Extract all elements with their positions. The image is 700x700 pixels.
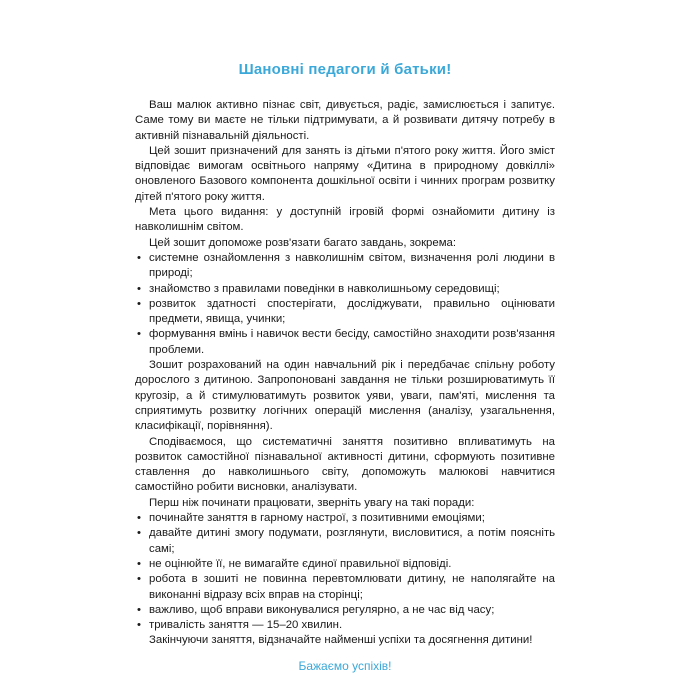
list-item: • робота в зошиті не повинна перевтомлювати дитину, не наполягайте на виконанні відразу всіх вправ на сторінці; — [135, 572, 555, 603]
tasks-list — [135, 251, 555, 358]
paragraph: Зошит розрахований на один навчальний рік і передбачає спільну роботу дорослого з дитиною. Запропоновані завдання не тільки розширюватимуть її кругозір, а й стимулюватимуть розвиток уяви, уваги, пам'яті, мислення та сприятимуть розвитку логічних операцій мислення (аналізу, узагальнення, класифікації, порівняння). — [135, 359, 555, 433]
list-item: • важливо, щоб вправи виконувалися регулярно, а не час від часу; — [135, 603, 555, 618]
paragraph: Перш ніж починати працювати, зверніть увагу на такі поради: — [149, 496, 475, 509]
list-item: • розвиток здатності спостерігати, досліджувати, правильно оцінювати предмети, явища, учинки; — [135, 297, 555, 328]
paragraph: Закінчуючи заняття, відзначайте найменші успіхи та досягнення дитини! — [149, 634, 533, 647]
advice-list — [135, 511, 555, 633]
paragraph: Сподіваємося, що систематичні заняття позитивно впливатимуть на розвиток самостійної пізнавальної активності дитини, сформують позитивне ставлення до навколишнього світу, допоможуть малюкові навчитися самостійно робити висновки, аналізувати. — [135, 435, 555, 494]
paragraph: Цей зошит допоможе розв'язати багато завдань, зокрема: — [149, 236, 457, 249]
document-page — [135, 60, 555, 673]
list-item: • знайомство з правилами поведінки в навколишньому середовищі; — [135, 282, 555, 297]
paragraph: Цей зошит призначений для занять із дітьми п'ятого року життя. Його зміст відповідає вимогам освітнього напряму «Дитина в природному довкіллі» оновленого Базового компонента дошкільної освіти і чинних програм розвитку дітей п'ятого року життя. — [135, 144, 555, 203]
paragraph: Мета цього видання: у доступній ігровій формі ознайомити дитину із навколишнім світом. — [135, 206, 555, 234]
list-item: • не оцінюйте її, не вимагайте єдиної правильної відповіді. — [135, 557, 555, 572]
page-title: Шановні педагоги й батьки! — [238, 61, 452, 78]
closing-wish: Бажаємо успіхів! — [298, 658, 392, 673]
list-item: • починайте заняття в гарному настрої, з позитивними емоціями; — [135, 511, 555, 526]
list-item: • давайте дитині змогу подумати, розглянути, висловитися, а потім поясніть самі; — [135, 526, 555, 557]
body-text — [135, 98, 555, 649]
list-item: • системне ознайомлення з навколишнім світом, визначення ролі людини в природі; — [135, 251, 555, 282]
paragraph: Ваш малюк активно пізнає світ, дивується, радіє, замислюється і запитує. Саме тому ви маєте не тільки підтримувати, а й розвивати дитячу потребу в активній пізнавальній діяльності. — [135, 99, 555, 142]
list-item: • формування вмінь і навичок вести бесіду, самостійно знаходити розв'язання проблеми. — [135, 327, 555, 358]
list-item: • тривалість заняття — 15–20 хвилин. — [135, 618, 555, 633]
